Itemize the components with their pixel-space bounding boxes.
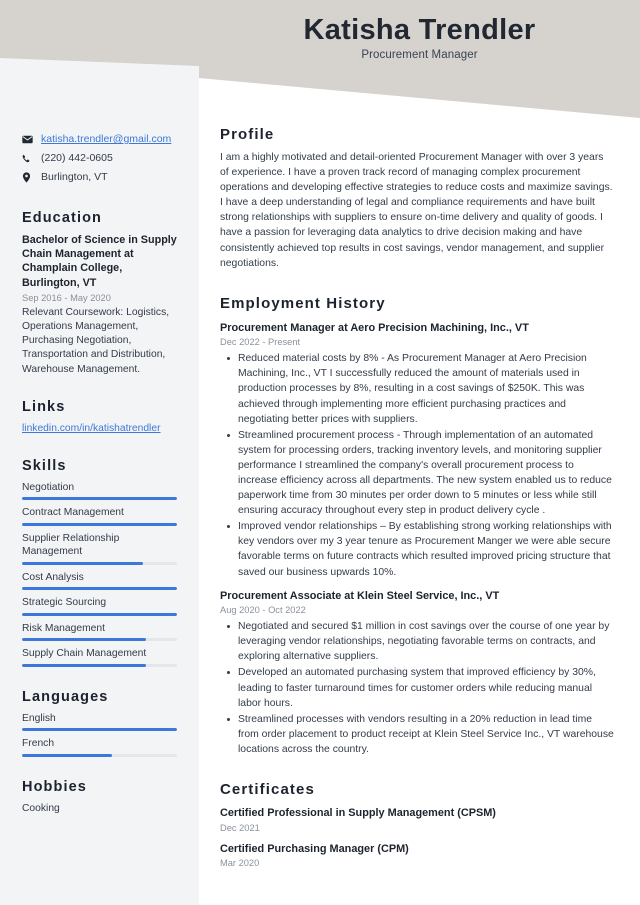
section-heading-profile: Profile [220, 126, 275, 143]
page-title: Katisha Trendler [303, 14, 536, 46]
language-meter-fill [22, 754, 112, 757]
certificate-item [220, 842, 614, 870]
skill-item [22, 647, 181, 667]
certificate-date: Dec 2021 [220, 822, 260, 833]
section-heading-certificates: Certificates [220, 781, 315, 798]
section-heading-employment: Employment History [220, 294, 386, 312]
skill-item [22, 596, 181, 616]
employment-item [220, 321, 614, 580]
skill-label: Supplier Relationship Management [22, 532, 120, 558]
skill-label: Negotiation [22, 481, 75, 493]
job-bullet: Negotiated and secured $1 million in cost savings over the course of one year by leveraging vendor relationships, negotiating favorable terms on contracts, and exploring alternative suppliers. [236, 619, 614, 664]
contact-list [22, 133, 181, 184]
contact-location [22, 171, 181, 184]
section-heading-hobbies: Hobbies [22, 778, 87, 795]
section-heading-education: Education [22, 210, 102, 226]
phone-icon [22, 152, 36, 165]
job-bullet: Streamlined processes with vendors resulting in a 20% reduction in lead time from order placement to product receipt at Klein Steel Service Inc., VT warehouse locations across the country. [236, 712, 614, 757]
section-heading-languages: Languages [22, 688, 109, 705]
skill-label: Cost Analysis [22, 571, 84, 583]
job-date: Dec 2022 - Present [220, 337, 301, 348]
language-item [22, 737, 181, 757]
skill-meter-fill [22, 523, 177, 526]
contact-phone [22, 152, 181, 165]
education-title: Bachelor of Science in Supply Chain Management at Champlain College, Burlington, VT [22, 234, 177, 289]
skill-meter-track [22, 664, 177, 667]
skill-meter-track [22, 523, 177, 526]
profile-text: I am a highly motivated and detail-oriented Procurement Manager with over 3 years of experience. I have a proven track record of managing complex procurement operations and developing effective strategies to reduce costs and maximize savings. I have a deep understanding of legal and compliance requirements and have built strong relationships with suppliers to ensure on-time delivery and quality of goods. I have a passion for leveraging data analytics to drive decision making and have consistently achieved top results in cost savings, vendor management, and supplier negotiations. [220, 152, 613, 269]
language-meter-track [22, 728, 177, 731]
skill-meter-track [22, 638, 177, 641]
header-subtitle: Procurement Manager [361, 49, 478, 62]
skill-meter-track [22, 497, 177, 500]
certificate-date: Mar 2020 [220, 858, 260, 868]
skill-meter-fill [22, 562, 143, 565]
job-title: Procurement Associate at Klein Steel Service, Inc., VT [220, 589, 500, 602]
skill-item [22, 571, 181, 591]
education-description: Relevant Coursework: Logistics, Operations Management, Purchasing Negotiation, Transportation and Distribution, Warehouse Management. [22, 306, 170, 375]
employment-item [220, 589, 614, 757]
skill-label: Supply Chain Management [22, 648, 147, 660]
skill-meter-fill [22, 587, 177, 590]
job-bullets [220, 351, 614, 579]
job-title: Procurement Manager at Aero Precision Machining, Inc., VT [220, 321, 529, 334]
language-meter-track [22, 754, 177, 757]
job-bullet: Improved vendor relationships – By establishing strong working relationships with key vendors over my 3 year tenure as Procurement Manger we were able secure favorable terms on future contracts which resulted improved pricing structure that saved our business upwards 10%. [236, 519, 614, 579]
job-date: Aug 2020 - Oct 2022 [220, 605, 306, 616]
job-bullet: Reduced material costs by 8% - As Procurement Manager at Aero Precision Machining, Inc., VT I successfully reduced the amount of materials used in production processes by 8%, resulting in a cost savings of $250K. This was achieved through implementing more efficient purchasing practices and negotiating better prices with suppliers. [236, 351, 614, 426]
language-label: French [22, 738, 55, 750]
skill-item [22, 506, 181, 526]
skill-meter-track [22, 613, 177, 616]
contact-location-value: Burlington, VT [41, 171, 108, 183]
skill-item [22, 532, 181, 565]
job-bullet: Streamlined procurement process - Through implementation of an automated system for processing orders, tracking inventory levels, and monitoring supplier performance I streamlined the company's overall procurement process to increase efficiency across all departments. The new system enabled us to reduce paperwork time from 30 minutes per order down to 5 minutes or less while still ensuring accuracy throughout every step in product delivery cycle . [236, 428, 614, 519]
sidebar [0, 0, 199, 905]
skill-meter-fill [22, 664, 146, 667]
location-pin-icon [22, 171, 36, 184]
skill-label: Strategic Sourcing [22, 597, 107, 609]
contact-phone-value: (220) 442-0605 [41, 152, 113, 164]
skill-item [22, 481, 181, 501]
skill-meter-fill [22, 613, 177, 616]
section-heading-links: Links [22, 398, 66, 415]
education-date: Sep 2016 - May 2020 [22, 292, 111, 303]
main-content [199, 0, 640, 905]
contact-email[interactable] [22, 133, 181, 146]
job-bullet: Developed an automated purchasing system that improved efficiency by 30%, leading to faster turnaround times for customer orders while reducing manual labor hours. [236, 665, 614, 710]
education-item [22, 233, 181, 377]
section-heading-skills: Skills [22, 457, 67, 474]
language-item [22, 712, 181, 732]
link-linkedin[interactable]: linkedin.com/in/katishatrendler [22, 422, 161, 434]
skill-meter-track [22, 562, 177, 565]
skill-label: Contract Management [22, 507, 124, 519]
skill-meter-fill [22, 638, 146, 641]
email-icon [22, 133, 36, 146]
skills-list [22, 481, 181, 667]
contact-email-value[interactable]: katisha.trendler@gmail.com [41, 133, 172, 145]
certificate-title: Certified Purchasing Manager (CPM) [220, 842, 409, 855]
language-meter-fill [22, 728, 177, 731]
skill-label: Risk Management [22, 622, 105, 634]
language-label: English [22, 712, 56, 724]
skill-meter-fill [22, 497, 177, 500]
skill-item [22, 622, 181, 642]
languages-list [22, 712, 181, 757]
skill-meter-track [22, 587, 177, 590]
certificate-item [220, 806, 614, 834]
job-bullets [220, 619, 614, 757]
hobby-item: Cooking [22, 802, 60, 814]
certificate-title: Certified Professional in Supply Management (CPSM) [220, 807, 496, 819]
